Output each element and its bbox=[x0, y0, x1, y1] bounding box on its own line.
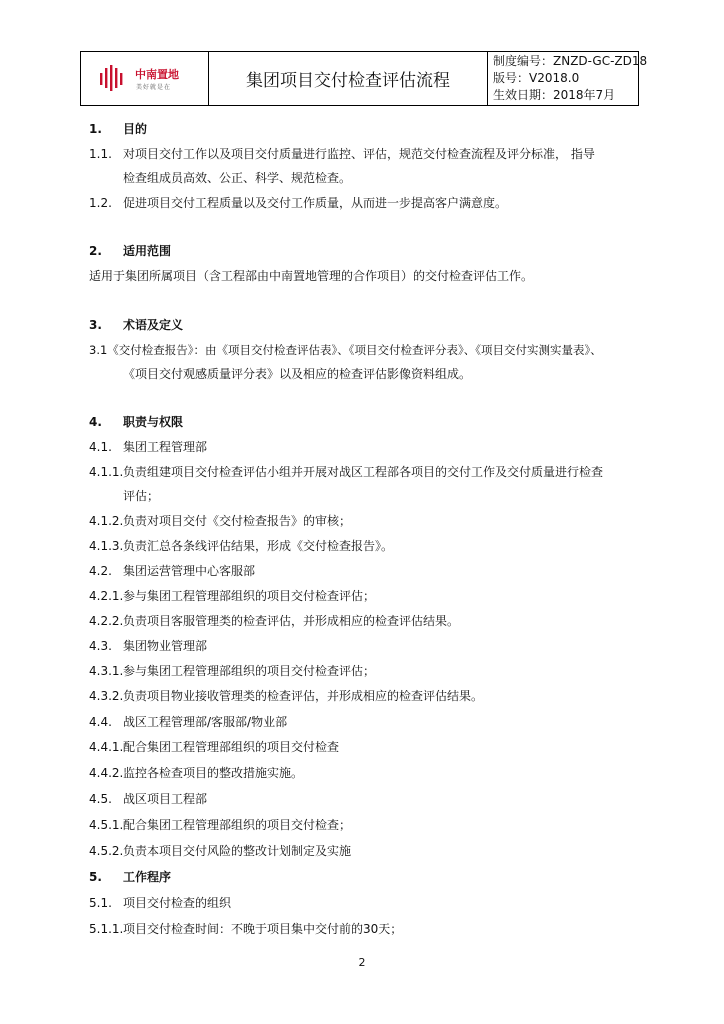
clause-number: 4.1. bbox=[89, 440, 112, 454]
section-number: 3. bbox=[89, 318, 102, 332]
clause-number: 4.5.1. bbox=[89, 818, 124, 832]
clause-number: 4.4.1. bbox=[89, 740, 124, 754]
clause-number: 4.4.2. bbox=[89, 766, 124, 780]
section-heading bbox=[89, 121, 148, 137]
document-header-table bbox=[80, 51, 648, 106]
clause-number: 4.1.2. bbox=[89, 514, 124, 528]
section-number: 4. bbox=[89, 415, 102, 429]
clause-line bbox=[89, 588, 376, 604]
clause-line bbox=[89, 921, 403, 937]
clause-line bbox=[89, 195, 508, 211]
clause-text: 配合集团工程管理部组织的项目交付检查 bbox=[123, 740, 340, 754]
company-logo-icon bbox=[99, 65, 129, 91]
document-code: 制度编号：ZNZD-GC-ZD18 bbox=[493, 54, 648, 68]
section-number: 1. bbox=[89, 122, 102, 136]
clause-number: 4.2. bbox=[89, 564, 112, 578]
document-meta-cell bbox=[488, 52, 648, 106]
section-heading bbox=[89, 243, 172, 259]
clause-text: 战区工程管理部/客服部/物业部 bbox=[123, 715, 288, 729]
clause-line bbox=[89, 439, 208, 455]
clause-number: 4.1.1. bbox=[89, 465, 124, 479]
page-number: 2 bbox=[358, 956, 366, 969]
clause-line bbox=[89, 714, 288, 730]
clause-continuation: 检查组成员高效、公正、科学、规范检查。 bbox=[123, 171, 352, 185]
clause-text: 集团物业管理部 bbox=[123, 639, 208, 653]
section-title: 术语及定义 bbox=[123, 318, 184, 332]
clause-text: 负责对项目交付《交付检查报告》的审核； bbox=[123, 514, 352, 528]
clause-number: 4.2.1. bbox=[89, 589, 124, 603]
clause-line bbox=[89, 146, 595, 162]
clause-number: 1.1. bbox=[89, 147, 112, 161]
clause-text: 参与集团工程管理部组织的项目交付检查评估； bbox=[123, 664, 376, 678]
clause-line bbox=[89, 613, 460, 629]
clause-text: 项目交付检查时间：不晚于项目集中交付前的30天； bbox=[123, 922, 403, 936]
clause-text: 集团运营管理中心客服部 bbox=[123, 564, 256, 578]
clause-text: 负责项目客服管理类的检查评估，并形成相应的检查评估结果。 bbox=[123, 614, 460, 628]
clause-line bbox=[89, 817, 352, 833]
clause-line bbox=[89, 739, 340, 755]
clause-line bbox=[89, 563, 256, 579]
document-title: 集团项目交付检查评估流程 bbox=[209, 52, 488, 106]
clause-line bbox=[89, 538, 394, 554]
clause-text: 参与集团工程管理部组织的项目交付检查评估； bbox=[123, 589, 376, 603]
clause-line bbox=[89, 464, 604, 480]
section-number: 2. bbox=[89, 244, 102, 258]
clause-continuation: 《项目交付观感质量评分表》以及相应的检查评估影像资料组成。 bbox=[123, 367, 472, 381]
section-title: 适用范围 bbox=[123, 244, 172, 258]
clause-text: 负责项目物业接收管理类的检查评估，并形成相应的检查评估结果。 bbox=[123, 689, 484, 703]
clause-text: 负责汇总各条线评估结果，形成《交付检查报告》。 bbox=[123, 539, 394, 553]
paragraph: 适用于集团所属项目（含工程部由中南置地管理的合作项目）的交付检查评估工作。 bbox=[89, 269, 534, 283]
clause-text: 监控各检查项目的整改措施实施。 bbox=[123, 766, 304, 780]
clause-number: 4.3. bbox=[89, 639, 112, 653]
clause-line bbox=[89, 791, 208, 807]
section-heading bbox=[89, 317, 184, 333]
clause-number: 4.5. bbox=[89, 792, 112, 806]
clause-number: 4.2.2. bbox=[89, 614, 124, 628]
clause-number: 4.4. bbox=[89, 715, 112, 729]
logo-slogan: 美好就是在 bbox=[136, 84, 172, 91]
clause-line bbox=[89, 663, 376, 679]
section-title: 职责与权限 bbox=[123, 415, 184, 429]
clause-number: 4.3.2. bbox=[89, 689, 124, 703]
section-title: 工作程序 bbox=[123, 870, 172, 884]
clause-text: 负责组建项目交付检查评估小组并开展对战区工程部各项目的交付工作及交付质量进行检查 bbox=[123, 465, 604, 479]
paragraph: 3.1《交付检查报告》：由《项目交付检查评估表》、《项目交付检查评分表》、《项目交付实测实量表》、 bbox=[89, 343, 602, 357]
clause-text: 项目交付检查的组织 bbox=[123, 896, 232, 910]
clause-number: 4.3.1. bbox=[89, 664, 124, 678]
section-heading bbox=[89, 869, 172, 885]
clause-number: 5.1. bbox=[89, 896, 112, 910]
clause-line bbox=[89, 513, 352, 529]
section-title: 目的 bbox=[123, 122, 148, 136]
logo-text: 中南置地 bbox=[135, 68, 179, 81]
clause-text: 集团工程管理部 bbox=[123, 440, 208, 454]
clause-text: 促进项目交付工程质量以及交付工作质量，从而进一步提高客户满意度。 bbox=[123, 196, 508, 210]
clause-number: 5.1.1. bbox=[89, 922, 124, 936]
section-number: 5. bbox=[89, 870, 102, 884]
clause-line bbox=[89, 688, 484, 704]
clause-number: 4.5.2. bbox=[89, 844, 124, 858]
clause-continuation: 评估； bbox=[123, 489, 160, 503]
clause-line bbox=[89, 895, 232, 911]
clause-line bbox=[89, 843, 352, 859]
clause-text: 负责本项目交付风险的整改计划制定及实施 bbox=[123, 844, 352, 858]
effective-date: 生效日期：2018年7月 bbox=[493, 88, 616, 102]
section-heading bbox=[89, 414, 184, 430]
clause-number: 1.2. bbox=[89, 196, 112, 210]
logo-cell bbox=[81, 52, 209, 106]
clause-text: 战区项目工程部 bbox=[123, 792, 208, 806]
clause-line bbox=[89, 638, 208, 654]
clause-line bbox=[89, 765, 304, 781]
clause-text: 对项目交付工作以及项目交付质量进行监控、评估，规范交付检查流程及评分标准， 指导 bbox=[123, 147, 595, 161]
clause-text: 配合集团工程管理部组织的项目交付检查； bbox=[123, 818, 352, 832]
clause-number: 4.1.3. bbox=[89, 539, 124, 553]
document-version: 版号：V2018.0 bbox=[493, 71, 580, 85]
